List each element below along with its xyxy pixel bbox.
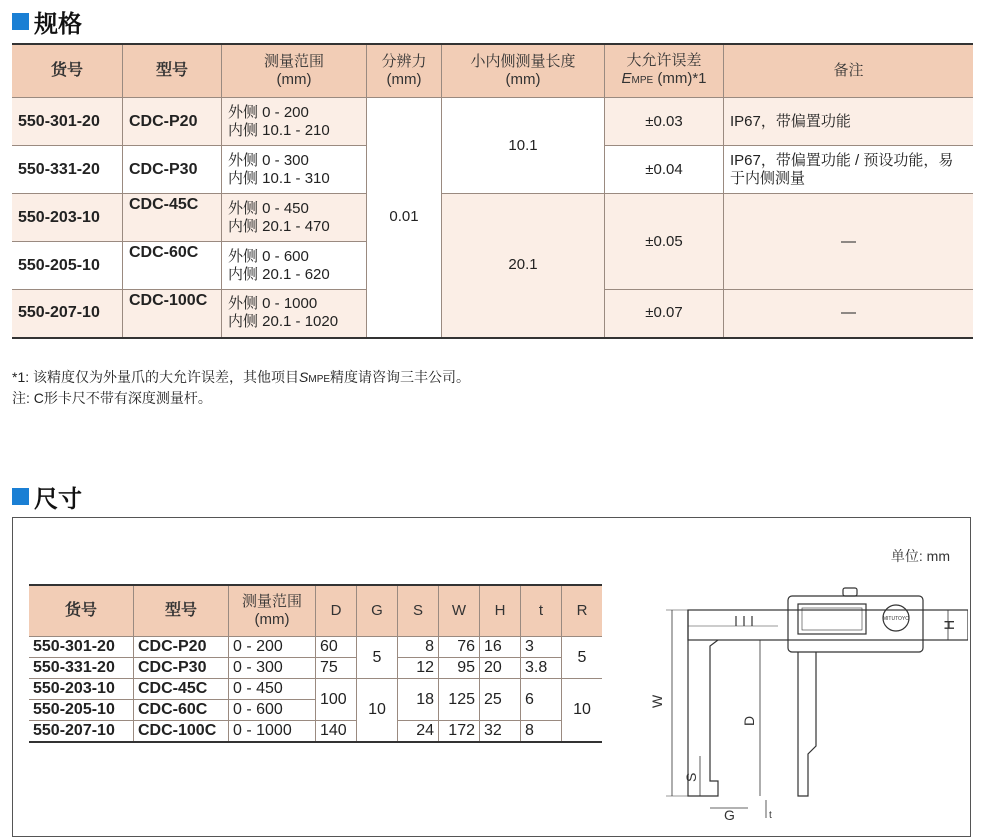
model-cell: CDC-P30 xyxy=(123,146,222,194)
sku-cell: 550-205-10 xyxy=(12,242,123,290)
fixed-jaw xyxy=(688,610,718,796)
min-inner-cell: 20.1 xyxy=(442,194,605,338)
remark-cell: IP67，带偏置功能 / 预设功能，易于内侧测量 xyxy=(724,146,974,194)
remark-cell: IP67，带偏置功能 xyxy=(724,98,974,146)
caliper-display xyxy=(798,604,866,634)
R-cell: 5 xyxy=(562,637,603,679)
section-square-icon xyxy=(12,488,29,505)
t-cell: 3.8 xyxy=(521,658,562,679)
range-cell: 外侧 0 - 300 内侧 10.1 - 310 xyxy=(222,146,367,194)
section-title-dimensions: 尺寸 xyxy=(12,479,82,514)
mpe-cell: ±0.03 xyxy=(605,98,724,146)
W-cell: 76 xyxy=(439,637,480,658)
D-cell: 75 xyxy=(316,658,357,679)
header-D: D xyxy=(316,585,357,637)
range-cell: 外侧 0 - 200 内侧 10.1 - 210 xyxy=(222,98,367,146)
footnote-1: *1: 该精度仅为外量爪的大允许误差，其他项目SMPE精度请咨询三丰公司。 xyxy=(12,369,471,385)
S-cell: 8 xyxy=(398,637,439,658)
sku-cell: 550-301-20 xyxy=(29,637,134,658)
footnote-2: 注: C形卡尺不带有深度测量杆。 xyxy=(12,390,212,406)
t-cell: 3 xyxy=(521,637,562,658)
table-row xyxy=(29,658,602,679)
header-range: 测量范围 (mm) xyxy=(222,44,367,98)
moving-jaw xyxy=(798,652,816,796)
D-cell: 60 xyxy=(316,637,357,658)
H-cell: 25 xyxy=(480,679,521,721)
header-G: G xyxy=(357,585,398,637)
model-cell: CDC-P30 xyxy=(134,658,229,679)
header-sku: 货号 xyxy=(12,44,123,98)
dims-header-row xyxy=(29,585,602,637)
model-cell: CDC-P20 xyxy=(134,637,229,658)
W-cell: 125 xyxy=(439,679,480,721)
header-S: S xyxy=(398,585,439,637)
table-row xyxy=(29,679,602,700)
S-cell: 12 xyxy=(398,658,439,679)
sku-cell: 550-331-20 xyxy=(12,146,123,194)
range-cell: 0 - 300 xyxy=(229,658,316,679)
range-cell: 外侧 0 - 450 内侧 20.1 - 470 xyxy=(222,194,367,242)
header-sku: 货号 xyxy=(29,585,134,637)
model-cell: CDC-60C xyxy=(123,242,222,290)
header-model: 型号 xyxy=(123,44,222,98)
label-W: W xyxy=(649,694,665,708)
header-W: W xyxy=(439,585,480,637)
t-cell: 6 xyxy=(521,679,562,721)
R-cell: 10 xyxy=(562,679,603,743)
sku-cell: 550-203-10 xyxy=(12,194,123,242)
range-cell: 0 - 600 xyxy=(229,700,316,721)
spec-table xyxy=(12,43,973,339)
remark-cell: — xyxy=(724,290,974,338)
D-cell: 100 xyxy=(316,679,357,721)
header-min-inner: 小内侧测量长度 (mm) xyxy=(442,44,605,98)
G-cell: 5 xyxy=(357,637,398,679)
sku-cell: 550-207-10 xyxy=(29,721,134,743)
range-cell: 0 - 450 xyxy=(229,679,316,700)
header-range: 测量范围 (mm) xyxy=(229,585,316,637)
logo-text: MITUTOYO xyxy=(882,616,910,622)
table-row xyxy=(29,721,602,743)
range-cell: 外侧 0 - 1000 内侧 20.1 - 1020 xyxy=(222,290,367,338)
header-R: R xyxy=(562,585,603,637)
model-cell: CDC-45C xyxy=(134,679,229,700)
t-cell: 8 xyxy=(521,721,562,743)
mpe-cell: ±0.04 xyxy=(605,146,724,194)
sku-cell: 550-301-20 xyxy=(12,98,123,146)
label-S: S xyxy=(683,772,699,782)
label-D: D xyxy=(741,715,757,726)
range-cell: 0 - 200 xyxy=(229,637,316,658)
sku-cell: 550-331-20 xyxy=(29,658,134,679)
label-t: t xyxy=(769,810,772,820)
W-cell: 95 xyxy=(439,658,480,679)
H-cell: 32 xyxy=(480,721,521,743)
min-inner-cell: 10.1 xyxy=(442,98,605,194)
table-row xyxy=(29,637,602,658)
header-t: t xyxy=(521,585,562,637)
model-cell: CDC-P20 xyxy=(123,98,222,146)
resolution-cell: 0.01 xyxy=(367,98,442,338)
dimensions-table xyxy=(29,584,602,743)
mpe-cell: ±0.07 xyxy=(605,290,724,338)
range-cell: 0 - 1000 xyxy=(229,721,316,743)
header-H: H xyxy=(480,585,521,637)
G-cell: 10 xyxy=(357,679,398,743)
header-remarks: 备注 xyxy=(724,44,974,98)
H-cell: 16 xyxy=(480,637,521,658)
sku-cell: 550-207-10 xyxy=(12,290,123,338)
caliper-beam xyxy=(688,610,968,640)
table-row xyxy=(12,98,973,146)
label-H: H xyxy=(941,619,957,630)
label-G: G xyxy=(724,807,735,820)
unit-label: 单位: mm xyxy=(890,548,950,564)
table-row xyxy=(12,194,973,242)
H-cell: 20 xyxy=(480,658,521,679)
range-cell: 外侧 0 - 600 内侧 20.1 - 620 xyxy=(222,242,367,290)
spec-header-row xyxy=(12,44,973,98)
remark-cell: — xyxy=(724,194,974,290)
S-cell: 18 xyxy=(398,679,439,721)
sku-cell: 550-203-10 xyxy=(29,679,134,700)
S-cell: 24 xyxy=(398,721,439,743)
W-cell: 172 xyxy=(439,721,480,743)
section-square-icon xyxy=(12,13,29,30)
header-resolution: 分辨力 (mm) xyxy=(367,44,442,98)
header-mpe: 大允许误差 EMPE (mm)*1 xyxy=(605,44,724,98)
model-cell: CDC-100C xyxy=(123,290,222,338)
caliper-diagram xyxy=(648,586,968,820)
section-title-spec: 规格 xyxy=(12,4,82,39)
D-cell: 140 xyxy=(316,721,357,743)
mpe-cell: ±0.05 xyxy=(605,194,724,290)
model-cell: CDC-60C xyxy=(134,700,229,721)
model-cell: CDC-100C xyxy=(134,721,229,743)
header-model: 型号 xyxy=(134,585,229,637)
sku-cell: 550-205-10 xyxy=(29,700,134,721)
dimensions-box xyxy=(12,517,971,837)
model-cell: CDC-45C xyxy=(123,194,222,242)
